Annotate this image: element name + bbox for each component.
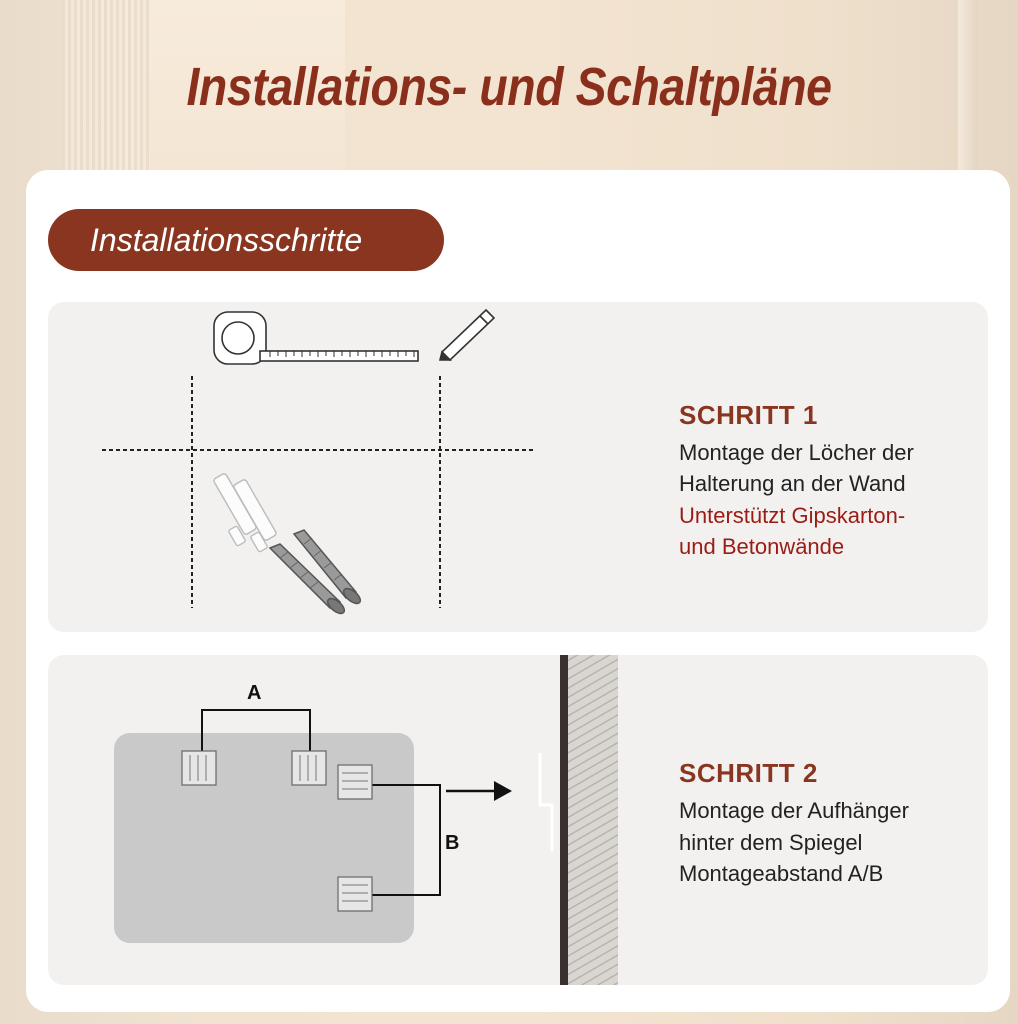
- step2-text-line1: Montage der Aufhänger: [679, 798, 909, 823]
- label-a: A: [247, 682, 262, 704]
- step2-title: SCHRITT 2: [679, 758, 818, 788]
- screw-icon: [270, 530, 363, 616]
- page-title: Installations- und Schaltpläne: [186, 57, 832, 117]
- section-label: Installationsschritte: [48, 209, 444, 271]
- step1-highlight-line2: und Betonwände: [679, 534, 845, 559]
- step1-text-line2: Halterung an der Wand: [679, 471, 906, 496]
- pencil-icon: [440, 310, 494, 360]
- arrow-right-icon: [446, 781, 512, 801]
- step1-highlight-line1: Unterstützt Gipskarton-: [679, 503, 906, 528]
- wall-hook: [540, 753, 552, 851]
- background-frame: [958, 0, 978, 170]
- guide-lines: [102, 376, 536, 608]
- wall-section: [560, 655, 618, 985]
- tape-measure-icon: [214, 312, 418, 364]
- wall-anchor-icon: [213, 473, 277, 553]
- step2-illustration: [48, 655, 628, 985]
- step2-text-line2: hinter dem Spiegel: [679, 830, 863, 855]
- label-b: B: [445, 832, 460, 854]
- step1-text-line1: Montage der Löcher der: [679, 440, 914, 465]
- step1-title: SCHRITT 1: [679, 400, 818, 430]
- step2-text-line3: Montageabstand A/B: [679, 861, 884, 886]
- step1-illustration: [48, 302, 608, 632]
